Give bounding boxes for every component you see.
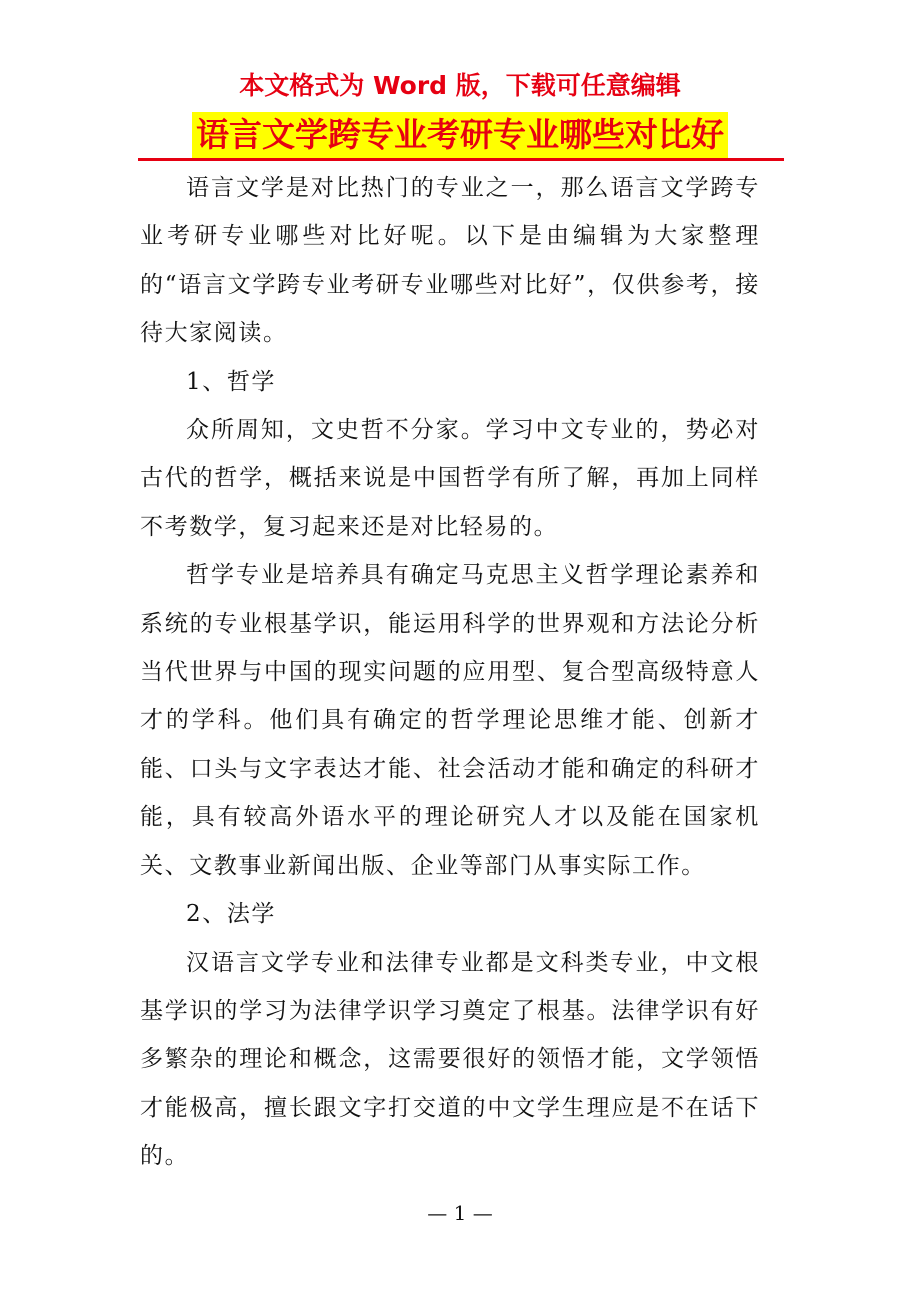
document-title: 语言文学跨专业考研专业哪些对比好 xyxy=(192,112,728,158)
format-notice: 本文格式为 Word 版，下载可任意编辑 xyxy=(239,71,681,100)
body-paragraph: 众所周知，文史哲不分家。学习中文专业的，势必对古代的哲学，概括来说是中国哲学有所了解，再加上同样不考数学，复习起来还是对比轻易的。 xyxy=(140,417,760,540)
section-heading-philosophy: 1、哲学 xyxy=(186,368,277,395)
document-body xyxy=(140,164,760,1181)
title-divider xyxy=(138,158,784,161)
title-container xyxy=(0,112,920,158)
intro-paragraph: 语言文学是对比热门的专业之一，那么语言文学跨专业考研专业哪些对比好呢。以下是由编辑为大家整理的“语言文学跨专业考研专业哪些对比好”，仅供参考，接待大家阅读。 xyxy=(140,175,760,347)
body-paragraph: 汉语言文学专业和法律专业都是文科类专业，中文根基学识的学习为法律学识学习奠定了根基。法律学识有好多繁杂的理论和概念，这需要很好的领悟才能，文学领悟才能极高，擅长跟文字打交道的中文学生理应是不在话下的。 xyxy=(140,949,760,1170)
page-number: — 1 — xyxy=(427,1201,493,1225)
section-heading-law: 2、法学 xyxy=(186,901,277,928)
body-paragraph: 哲学专业是培养具有确定马克思主义哲学理论素养和系统的专业根基学识，能运用科学的世界观和方法论分析当代世界与中国的现实问题的应用型、复合型高级特意人才的学科。他们具有确定的哲学理论思维才能、创新才能、口头与文字表达才能、社会活动才能和确定的科研才能，具有较高外语水平的理论研究人才以及能在国家机关、文教事业新闻出版、企业等部门从事实际工作。 xyxy=(140,562,760,879)
